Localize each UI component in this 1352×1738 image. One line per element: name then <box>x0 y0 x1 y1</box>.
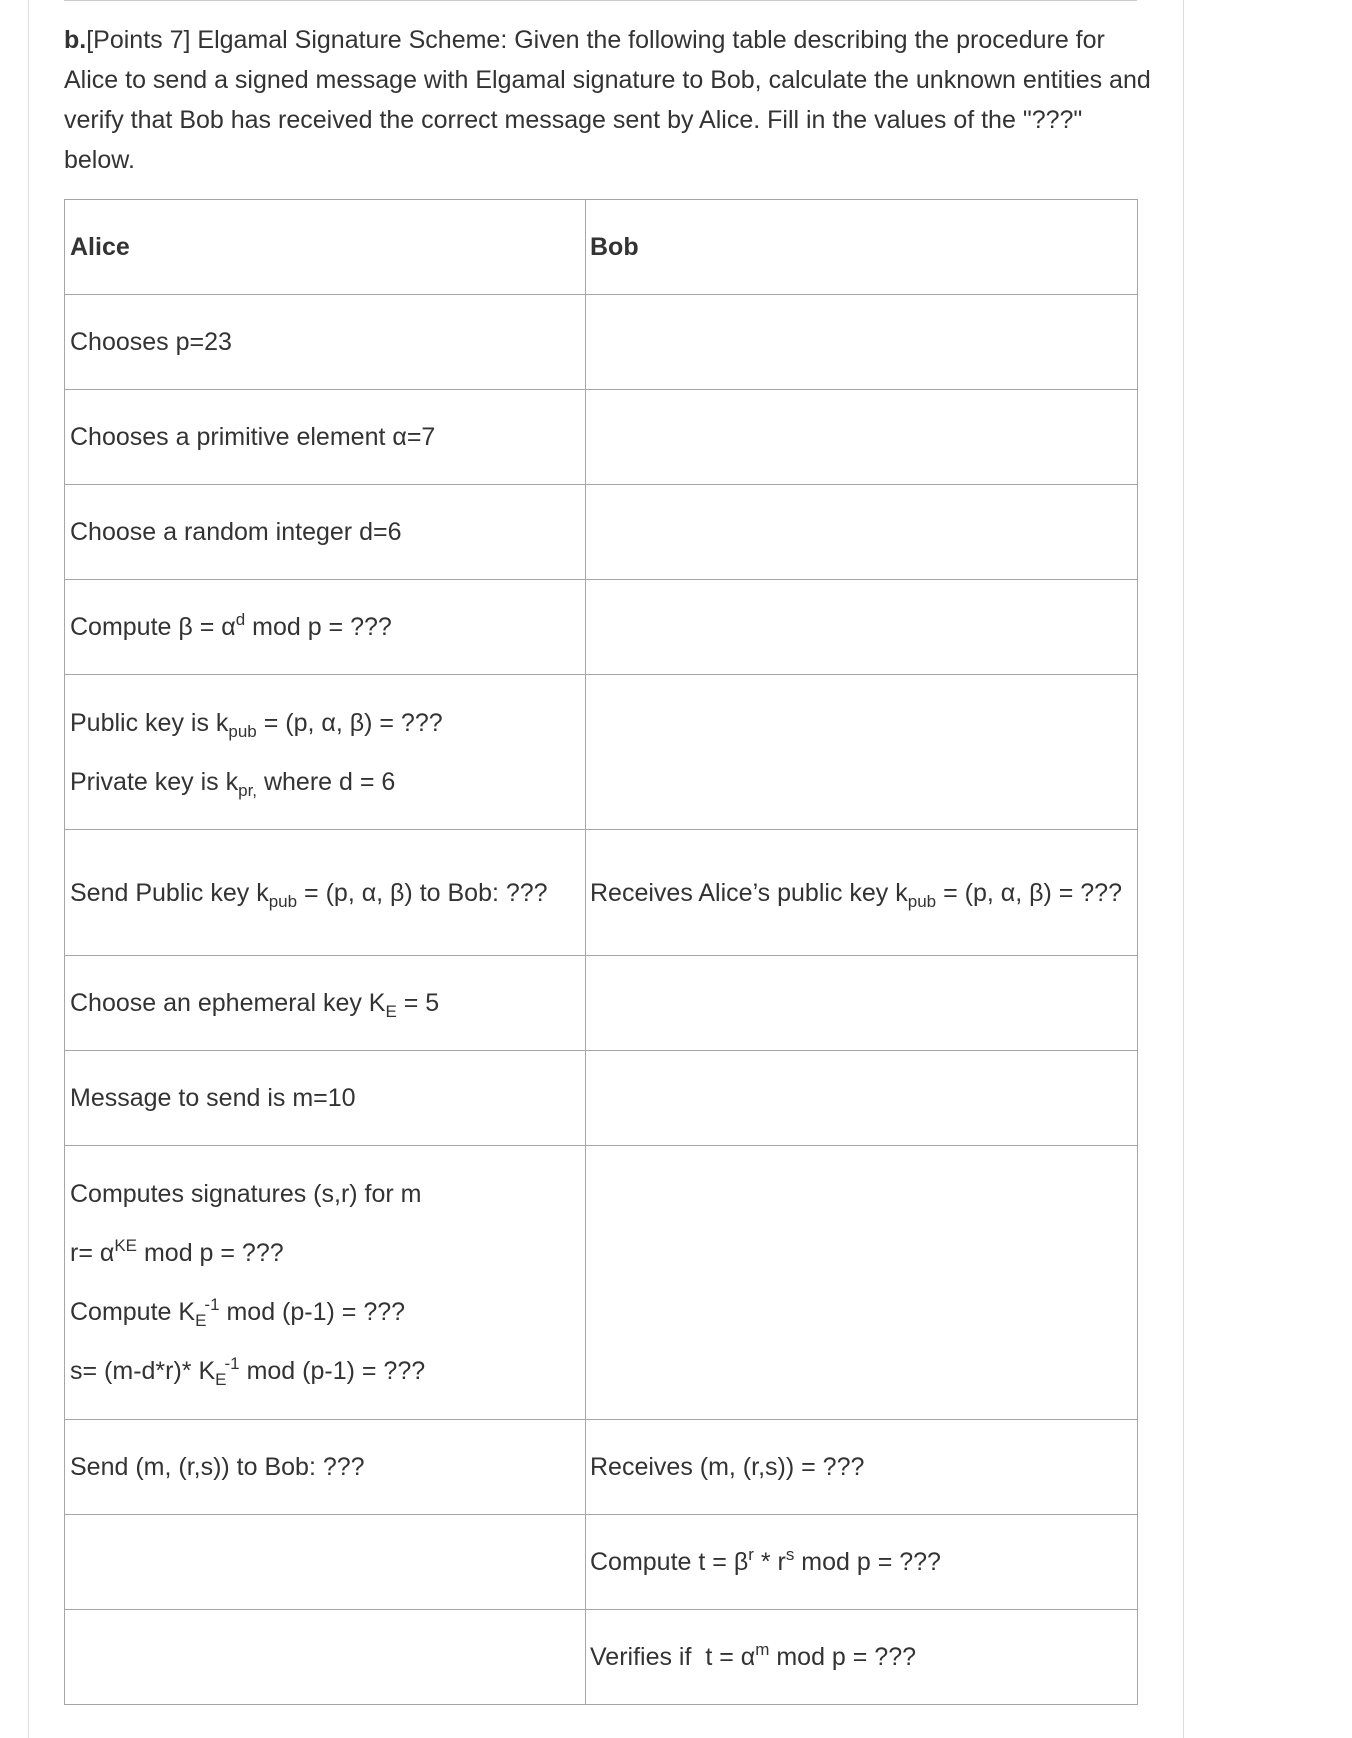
cell-text: mod p = ??? <box>137 1239 284 1267</box>
alice-cell <box>65 830 586 956</box>
question-body: [Points 7] Elgamal Signature Scheme: Given the following table describing the procedure for Alice to send a signed message with Elgamal signature to Bob, calculate the unknown entities and verify that Bob has received the correct message sent by Alice. Fill in the values of the "???" below. <box>64 26 1151 174</box>
subscript: E <box>385 1002 397 1021</box>
cell-text: Compute K <box>70 1298 196 1326</box>
bob-cell <box>586 485 1138 580</box>
cell-text: r= α <box>70 1239 115 1267</box>
table-row <box>65 485 1138 580</box>
superscript: KE <box>114 1236 138 1255</box>
superscript: -1 <box>204 1295 220 1314</box>
bob-cell <box>586 1610 1138 1705</box>
subscript: pub <box>228 721 257 741</box>
table-row <box>65 580 1138 675</box>
bob-cell <box>586 1146 1138 1420</box>
alice-cell <box>65 675 586 830</box>
cell-text: = (p, α, β) = ??? <box>936 878 1122 907</box>
alice-cell: Chooses p=23 <box>65 295 586 390</box>
cell-text: where d = 6 <box>257 767 396 796</box>
question-label: b. <box>64 26 87 54</box>
private-key-line <box>70 766 585 798</box>
line-gap <box>70 739 585 766</box>
ke-inverse-line <box>70 1296 585 1328</box>
table-row <box>65 1610 1138 1705</box>
bob-cell <box>586 956 1138 1051</box>
subscript: E <box>195 1311 207 1330</box>
superscript: m <box>755 1640 770 1659</box>
alice-cell <box>65 1146 586 1420</box>
cell-text: Compute t = β <box>590 1548 749 1576</box>
alice-cell: Chooses a primitive element α=7 <box>65 390 586 485</box>
cell-text: Compute β = α <box>70 613 236 641</box>
table-row <box>65 1515 1138 1610</box>
bob-cell <box>586 390 1138 485</box>
superscript: s <box>785 1545 795 1564</box>
bob-cell <box>586 1515 1138 1610</box>
table-row <box>65 956 1138 1051</box>
alice-cell: Choose a random integer d=6 <box>65 485 586 580</box>
line-gap <box>70 1328 585 1355</box>
table-row <box>65 390 1138 485</box>
alice-cell <box>65 956 586 1051</box>
subscript: pr, <box>238 780 258 800</box>
cell-text: Verifies if t = α <box>590 1643 756 1671</box>
cell-text: = (p, α, β) = ??? <box>256 708 443 737</box>
table-header-row <box>65 200 1138 295</box>
cell-text: = 5 <box>396 989 440 1017</box>
subscript: pub <box>907 891 937 911</box>
bob-cell <box>586 830 1138 956</box>
elgamal-table <box>64 199 1138 1705</box>
cell-text: mod (p-1) = ??? <box>219 1298 406 1326</box>
bob-cell <box>586 1051 1138 1146</box>
cell-text: * r <box>753 1548 786 1576</box>
cell-text: = (p, α, β) to Bob: ??? <box>297 878 548 907</box>
cell-text: mod p = ??? <box>245 613 392 641</box>
cell-text: mod (p-1) = ??? <box>239 1357 426 1385</box>
public-key-line <box>70 707 585 739</box>
line-gap <box>70 1269 585 1296</box>
table-row <box>65 830 1138 956</box>
cell-text: Private key is k <box>70 767 239 796</box>
cell-text: Send Public key k <box>70 878 269 907</box>
alice-cell <box>65 1515 586 1610</box>
alice-cell <box>65 580 586 675</box>
cell-text: Receives Alice’s public key k <box>590 878 908 907</box>
cell-text: mod p = ??? <box>794 1548 941 1576</box>
superscript: r <box>748 1545 754 1564</box>
subscript: E <box>215 1370 227 1389</box>
table-row <box>65 1146 1138 1420</box>
bob-cell <box>586 675 1138 830</box>
subscript: pub <box>268 891 298 911</box>
alice-cell: Message to send is m=10 <box>65 1051 586 1146</box>
bob-cell: Receives (m, (r,s)) = ??? <box>586 1420 1138 1515</box>
table-row <box>65 675 1138 830</box>
table-row <box>65 1420 1138 1515</box>
bob-cell <box>586 295 1138 390</box>
table-row <box>65 1051 1138 1146</box>
cell-text: Choose an ephemeral key K <box>70 989 386 1017</box>
header-alice: Alice <box>65 200 586 295</box>
s-line <box>70 1355 585 1387</box>
cell-text: s= (m-d*r)* K <box>70 1357 216 1385</box>
top-divider <box>64 0 1137 1</box>
superscript: d <box>235 610 246 629</box>
bob-cell <box>586 580 1138 675</box>
question-text <box>64 20 1154 180</box>
line-gap <box>70 1210 585 1237</box>
alice-cell: Send (m, (r,s)) to Bob: ??? <box>65 1420 586 1515</box>
superscript: -1 <box>224 1354 240 1373</box>
table-row <box>65 295 1138 390</box>
signature-intro-line: Computes signatures (s,r) for m <box>70 1180 422 1208</box>
r-line <box>70 1237 585 1269</box>
cell-text: mod p = ??? <box>769 1643 917 1671</box>
cell-text: Public key is k <box>70 708 229 737</box>
header-bob: Bob <box>586 200 1138 295</box>
alice-cell <box>65 1610 586 1705</box>
